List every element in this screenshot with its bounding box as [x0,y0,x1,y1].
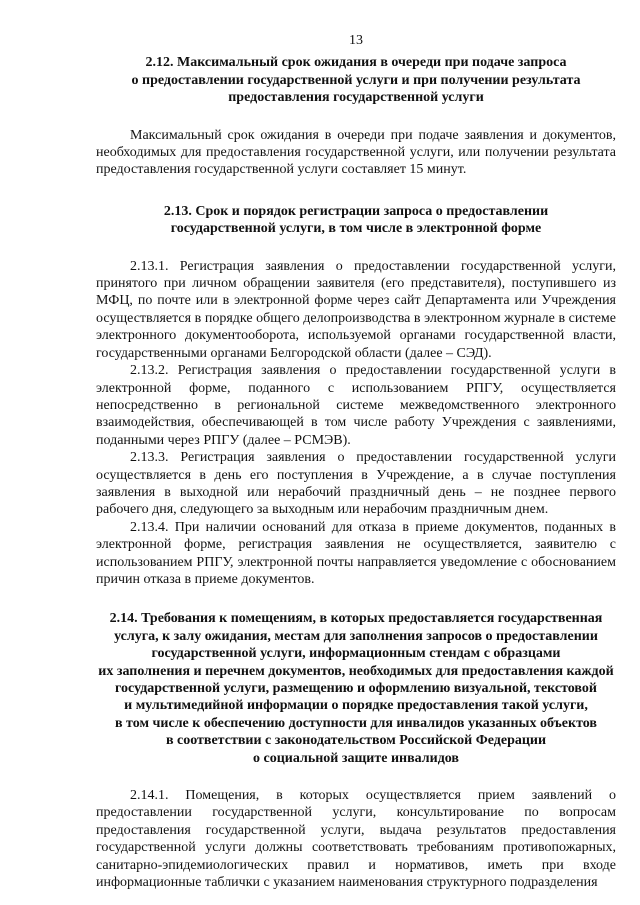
heading-line: услуга, к залу ожидания, местам для заполнения запросов о предоставлении [114,628,598,644]
paragraph-2-12: Максимальный срок ожидания в очереди при подаче заявления и документов, необходимых для предоставления государственной услуги, или получении результата предоставления государственной услуги составляет 15 минут. [96,127,616,178]
heading-line: и мультимедийной информации о порядке предоставления такой услуги, [124,698,588,714]
heading-line: в том числе к обеспечению доступности для инвалидов указанных объектов [115,715,597,731]
heading-line: в соответствии с законодательством Российской Федерации [165,733,547,749]
heading-line: 2.14. Требования к помещениям, в которых предоставляется государственная [109,611,603,627]
paragraph-2-13-4: 2.13.4. При наличии оснований для отказа в приеме документов, поданных в электронной форме, регистрация заявления не осуществляется, заявителю с использованием РПГУ, электронной почты направляется уведомление с обоснованием причин отказа в приеме документов. [96,519,616,587]
heading-line: государственной услуги, в том числе в электронной форме [170,221,542,237]
paragraph-2-13-2: 2.13.2. Регистрация заявления о предоставлении государственной услуги в электронной форме, поданного с использованием РПГУ, осуществляется непосредственно в региональной системе межведомственного электронного взаимодействия, обеспечивающей в том числе работу Учреждения с заявлениями, поданными через РПГУ (далее – РСМЭВ). [96,363,616,448]
document-page [96,32,616,891]
paragraph-2-14-1: 2.14.1. Помещения, в которых осуществляется прием заявлений о предоставлении государственной услуги, консультирование по вопросам предоставления государственной услуги, выдача результатов предоставления государственной услуги должны соответствовать требованиям противопожарных, санитарно-эпидемиологических правил и нормативов, иметь при входе информационные таблички с указанием наименования структурного подразделения [96,788,616,891]
heading-line: их заполнения и перечнем документов, необходимых для предоставления каждой [98,663,614,679]
heading-line: о социальной защите инвалидов [253,750,459,766]
paragraph-2-13-1: 2.13.1. Регистрация заявления о предоставлении государственной услуги, принятого при личном обращении заявителя (его представителя), поступившего из МФЦ, по почте или в электронной форме через сайт Департамента или Учреждения осуществляется в порядке общего делопроизводства в электронном журнале в системе электронного документооборота, используемой органами государственной власти, государственными органами Белгородской области (далее – СЭД). [96,258,616,361]
paragraph-2-13-3: 2.13.3. Регистрация заявления о предоставлении государственной услуги осуществляется в день его поступления в Учреждение, а в случае поступления заявления в выходной или нерабочий праздничный день – не позднее первого рабочего дня, следующего за выходным или нерабочим праздничным днем. [96,450,616,518]
section-heading-2-12 [96,54,616,106]
heading-line: государственной услуги, информационным стендам с образцами [151,646,561,662]
section-heading-2-14 [96,610,616,767]
page-number: 13 [349,33,363,48]
heading-line: 2.12. Максимальный срок ожидания в очереди при подаче запроса [145,55,567,71]
heading-line: государственной услуги, размещению и оформлению визуальной, текстовой [115,681,597,696]
heading-line: о предоставлении государственной услуги и при получении результата [131,72,581,88]
section-heading-2-13 [96,203,616,238]
heading-line: предоставления государственной услуги [228,90,484,106]
heading-line: 2.13. Срок и порядок регистрации запроса о предоставлении [163,203,549,219]
